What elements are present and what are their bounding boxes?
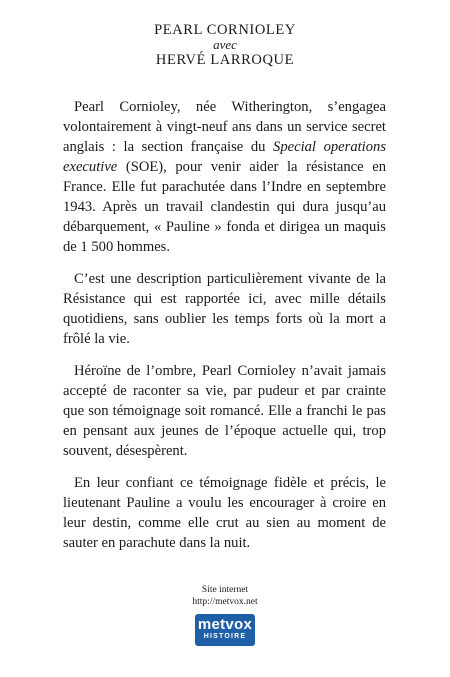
website-url[interactable]: http://metvox.net [192,597,258,607]
paragraph-4: En leur confiant ce témoignage fidèle et précis, le lieutenant Pauline a voulu les encourager à croire en leur destin, comme elle crut au sien au moment de sauter en parachute dans la nuit. [63,475,386,551]
logo-collection: HISTOIRE [203,633,247,640]
paragraph-3: Héroïne de l’ombre, Pearl Cornioley n’avait jamais accepté de raconter sa vie, par pudeur et par crainte que son témoignage soit romancé. Elle a franchi le pas en pensant aux jeunes de l’époque actuelle qui, trop souvent, désespèrent. [63,363,386,459]
authors-block [0,22,450,68]
paragraph-1-emphasis: Special operations executive [63,139,386,175]
paragraph-2: C’est une description particulièrement vivante de la Résistance qui est rapportée ici, avec mille détails quotidiens, sans oublier les temps forts où la mort a frôlé la vie. [63,271,386,347]
author-name-1: PEARL CORNIOLEY [154,22,296,38]
publisher-footer [0,584,450,646]
logo-wordmark: metvox [197,616,253,633]
author-conjunction: avec [213,37,237,52]
paragraph-1-start: Pearl Cornioley, née Witherington, s’engagea volontairement à vingt-neuf ans dans un service secret anglais : la section française du [63,99,386,155]
website-label: Site internet [201,585,249,595]
paragraph-1-end: (SOE), pour venir aider la résistance en France. Elle fut parachutée dans l’Indre en septembre 1943. Après un travail clandestin qui dura jusqu’au débarquement, « Pauline » fonda et dirigea un maquis de 1 500 hommes. [63,159,386,255]
paragraph-1 [63,97,386,257]
back-cover-text [63,97,386,565]
author-name-2: HERVÉ LARROQUE [155,52,295,68]
publisher-logo [195,614,255,646]
